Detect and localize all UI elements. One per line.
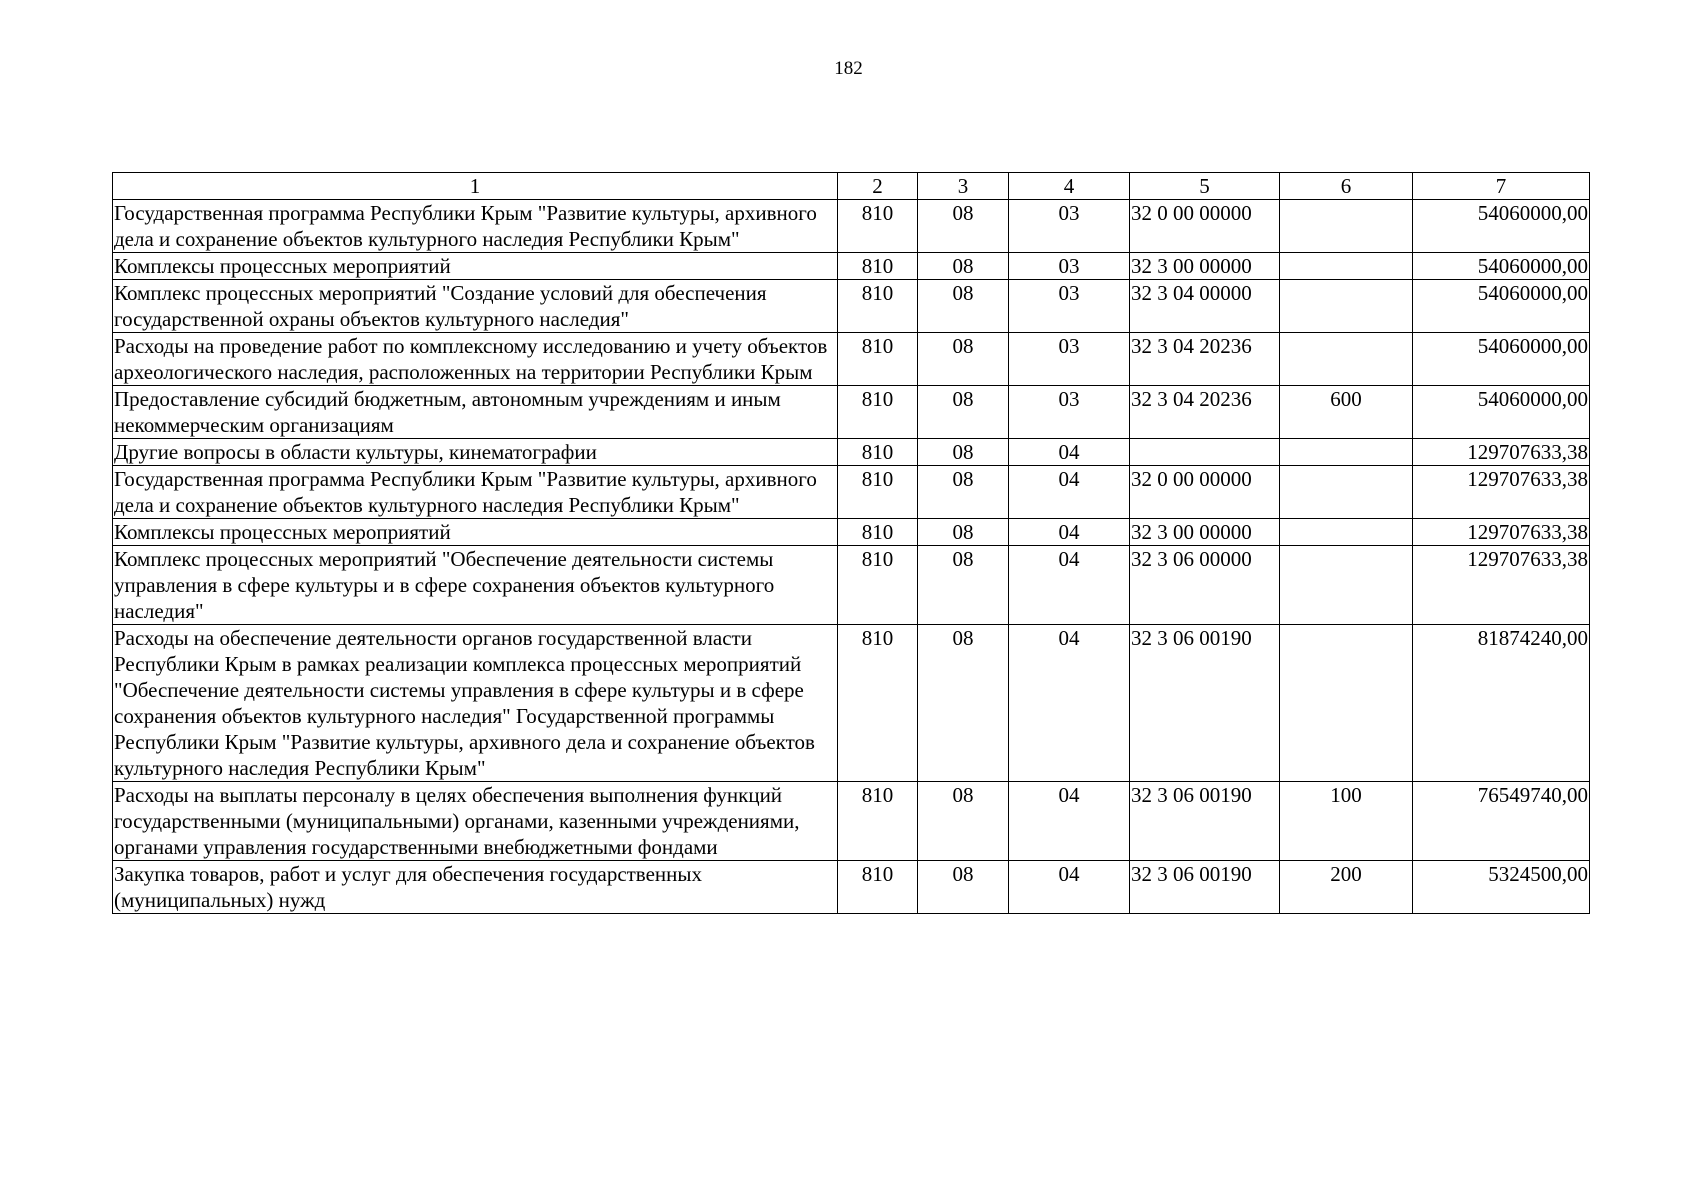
cell-ministry-code: 810 <box>838 466 918 519</box>
cell-expense-type <box>1280 200 1413 253</box>
cell-section: 08 <box>918 466 1009 519</box>
cell-ministry-code: 810 <box>838 782 918 861</box>
cell-subsection: 03 <box>1009 253 1130 280</box>
cell-ministry-code: 810 <box>838 439 918 466</box>
cell-ministry-code: 810 <box>838 386 918 439</box>
cell-target-article: 32 0 00 00000 <box>1130 200 1280 253</box>
cell-section: 08 <box>918 782 1009 861</box>
column-header-4: 4 <box>1009 173 1130 200</box>
cell-name: Комплексы процессных мероприятий <box>113 253 838 280</box>
table-header <box>113 173 1590 200</box>
cell-amount: 129707633,38 <box>1413 439 1590 466</box>
table-row <box>113 200 1590 253</box>
cell-amount: 54060000,00 <box>1413 253 1590 280</box>
table-row <box>113 625 1590 782</box>
table-row <box>113 280 1590 333</box>
column-header-3: 3 <box>918 173 1009 200</box>
cell-amount: 54060000,00 <box>1413 200 1590 253</box>
cell-amount: 54060000,00 <box>1413 386 1590 439</box>
cell-expense-type: 100 <box>1280 782 1413 861</box>
column-header-2: 2 <box>838 173 918 200</box>
cell-section: 08 <box>918 386 1009 439</box>
cell-subsection: 04 <box>1009 625 1130 782</box>
cell-amount: 129707633,38 <box>1413 466 1590 519</box>
cell-name: Закупка товаров, работ и услуг для обеспечения государственных (муниципальных) нужд <box>113 861 838 914</box>
cell-expense-type: 600 <box>1280 386 1413 439</box>
table-row <box>113 439 1590 466</box>
cell-target-article: 32 3 04 20236 <box>1130 333 1280 386</box>
cell-expense-type: 200 <box>1280 861 1413 914</box>
cell-subsection: 03 <box>1009 200 1130 253</box>
cell-target-article: 32 3 06 00190 <box>1130 782 1280 861</box>
cell-target-article: 32 3 00 00000 <box>1130 253 1280 280</box>
cell-subsection: 03 <box>1009 333 1130 386</box>
cell-subsection: 04 <box>1009 861 1130 914</box>
cell-target-article: 32 3 04 20236 <box>1130 386 1280 439</box>
cell-expense-type <box>1280 439 1413 466</box>
column-header-5: 5 <box>1130 173 1280 200</box>
header-row <box>113 173 1590 200</box>
cell-ministry-code: 810 <box>838 519 918 546</box>
cell-section: 08 <box>918 546 1009 625</box>
cell-expense-type <box>1280 546 1413 625</box>
cell-amount: 129707633,38 <box>1413 546 1590 625</box>
cell-section: 08 <box>918 861 1009 914</box>
table-row <box>113 546 1590 625</box>
cell-target-article <box>1130 439 1280 466</box>
cell-ministry-code: 810 <box>838 333 918 386</box>
table-row <box>113 253 1590 280</box>
table-row <box>113 333 1590 386</box>
cell-target-article: 32 3 00 00000 <box>1130 519 1280 546</box>
cell-expense-type <box>1280 466 1413 519</box>
cell-subsection: 03 <box>1009 280 1130 333</box>
cell-subsection: 04 <box>1009 439 1130 466</box>
cell-name: Расходы на выплаты персоналу в целях обеспечения выполнения функций государственными (муниципальными) органами, казенными учреждениями, органами управления государственными внебюджетными фондами <box>113 782 838 861</box>
cell-target-article: 32 3 06 00190 <box>1130 861 1280 914</box>
cell-amount: 5324500,00 <box>1413 861 1590 914</box>
cell-section: 08 <box>918 519 1009 546</box>
cell-target-article: 32 3 04 00000 <box>1130 280 1280 333</box>
cell-name: Комплексы процессных мероприятий <box>113 519 838 546</box>
cell-target-article: 32 3 06 00000 <box>1130 546 1280 625</box>
cell-name: Комплекс процессных мероприятий "Создание условий для обеспечения государственной охраны объектов культурного наследия" <box>113 280 838 333</box>
cell-name: Комплекс процессных мероприятий "Обеспечение деятельности системы управления в сфере культуры и в сфере сохранения объектов культурного наследия" <box>113 546 838 625</box>
cell-target-article: 32 0 00 00000 <box>1130 466 1280 519</box>
budget-table <box>112 172 1590 914</box>
cell-ministry-code: 810 <box>838 546 918 625</box>
cell-section: 08 <box>918 200 1009 253</box>
cell-expense-type <box>1280 280 1413 333</box>
cell-expense-type <box>1280 253 1413 280</box>
table-row <box>113 519 1590 546</box>
cell-ministry-code: 810 <box>838 861 918 914</box>
cell-target-article: 32 3 06 00190 <box>1130 625 1280 782</box>
column-header-7: 7 <box>1413 173 1590 200</box>
cell-subsection: 04 <box>1009 782 1130 861</box>
column-header-1: 1 <box>113 173 838 200</box>
cell-amount: 54060000,00 <box>1413 280 1590 333</box>
cell-subsection: 03 <box>1009 386 1130 439</box>
cell-ministry-code: 810 <box>838 200 918 253</box>
cell-amount: 76549740,00 <box>1413 782 1590 861</box>
cell-name: Предоставление субсидий бюджетным, автономным учреждениям и иным некоммерческим организациям <box>113 386 838 439</box>
cell-amount: 81874240,00 <box>1413 625 1590 782</box>
table-row <box>113 386 1590 439</box>
cell-amount: 54060000,00 <box>1413 333 1590 386</box>
cell-ministry-code: 810 <box>838 625 918 782</box>
cell-subsection: 04 <box>1009 519 1130 546</box>
cell-section: 08 <box>918 625 1009 782</box>
cell-name: Государственная программа Республики Крым "Развитие культуры, архивного дела и сохранение объектов культурного наследия Республики Крым" <box>113 466 838 519</box>
cell-section: 08 <box>918 333 1009 386</box>
table-body <box>113 200 1590 914</box>
page-number: 182 <box>834 58 863 79</box>
table-row <box>113 466 1590 519</box>
cell-section: 08 <box>918 280 1009 333</box>
cell-ministry-code: 810 <box>838 253 918 280</box>
cell-expense-type <box>1280 625 1413 782</box>
table-row <box>113 861 1590 914</box>
cell-subsection: 04 <box>1009 466 1130 519</box>
cell-subsection: 04 <box>1009 546 1130 625</box>
cell-section: 08 <box>918 439 1009 466</box>
cell-name: Расходы на обеспечение деятельности органов государственной власти Республики Крым в рамках реализации комплекса процессных мероприятий "Обеспечение деятельности системы управления в сфере культуры и в сфере сохранения объектов культурного наследия" Государственной программы Республики Крым "Развитие культуры, архивного дела и сохранение объектов культурного наследия Республики Крым" <box>113 625 838 782</box>
cell-amount: 129707633,38 <box>1413 519 1590 546</box>
cell-name: Другие вопросы в области культуры, кинематографии <box>113 439 838 466</box>
cell-name: Расходы на проведение работ по комплексному исследованию и учету объектов археологического наследия, расположенных на территории Республики Крым <box>113 333 838 386</box>
table-row <box>113 782 1590 861</box>
column-header-6: 6 <box>1280 173 1413 200</box>
cell-expense-type <box>1280 333 1413 386</box>
cell-name: Государственная программа Республики Крым "Развитие культуры, архивного дела и сохранение объектов культурного наследия Республики Крым" <box>113 200 838 253</box>
cell-ministry-code: 810 <box>838 280 918 333</box>
cell-section: 08 <box>918 253 1009 280</box>
cell-expense-type <box>1280 519 1413 546</box>
